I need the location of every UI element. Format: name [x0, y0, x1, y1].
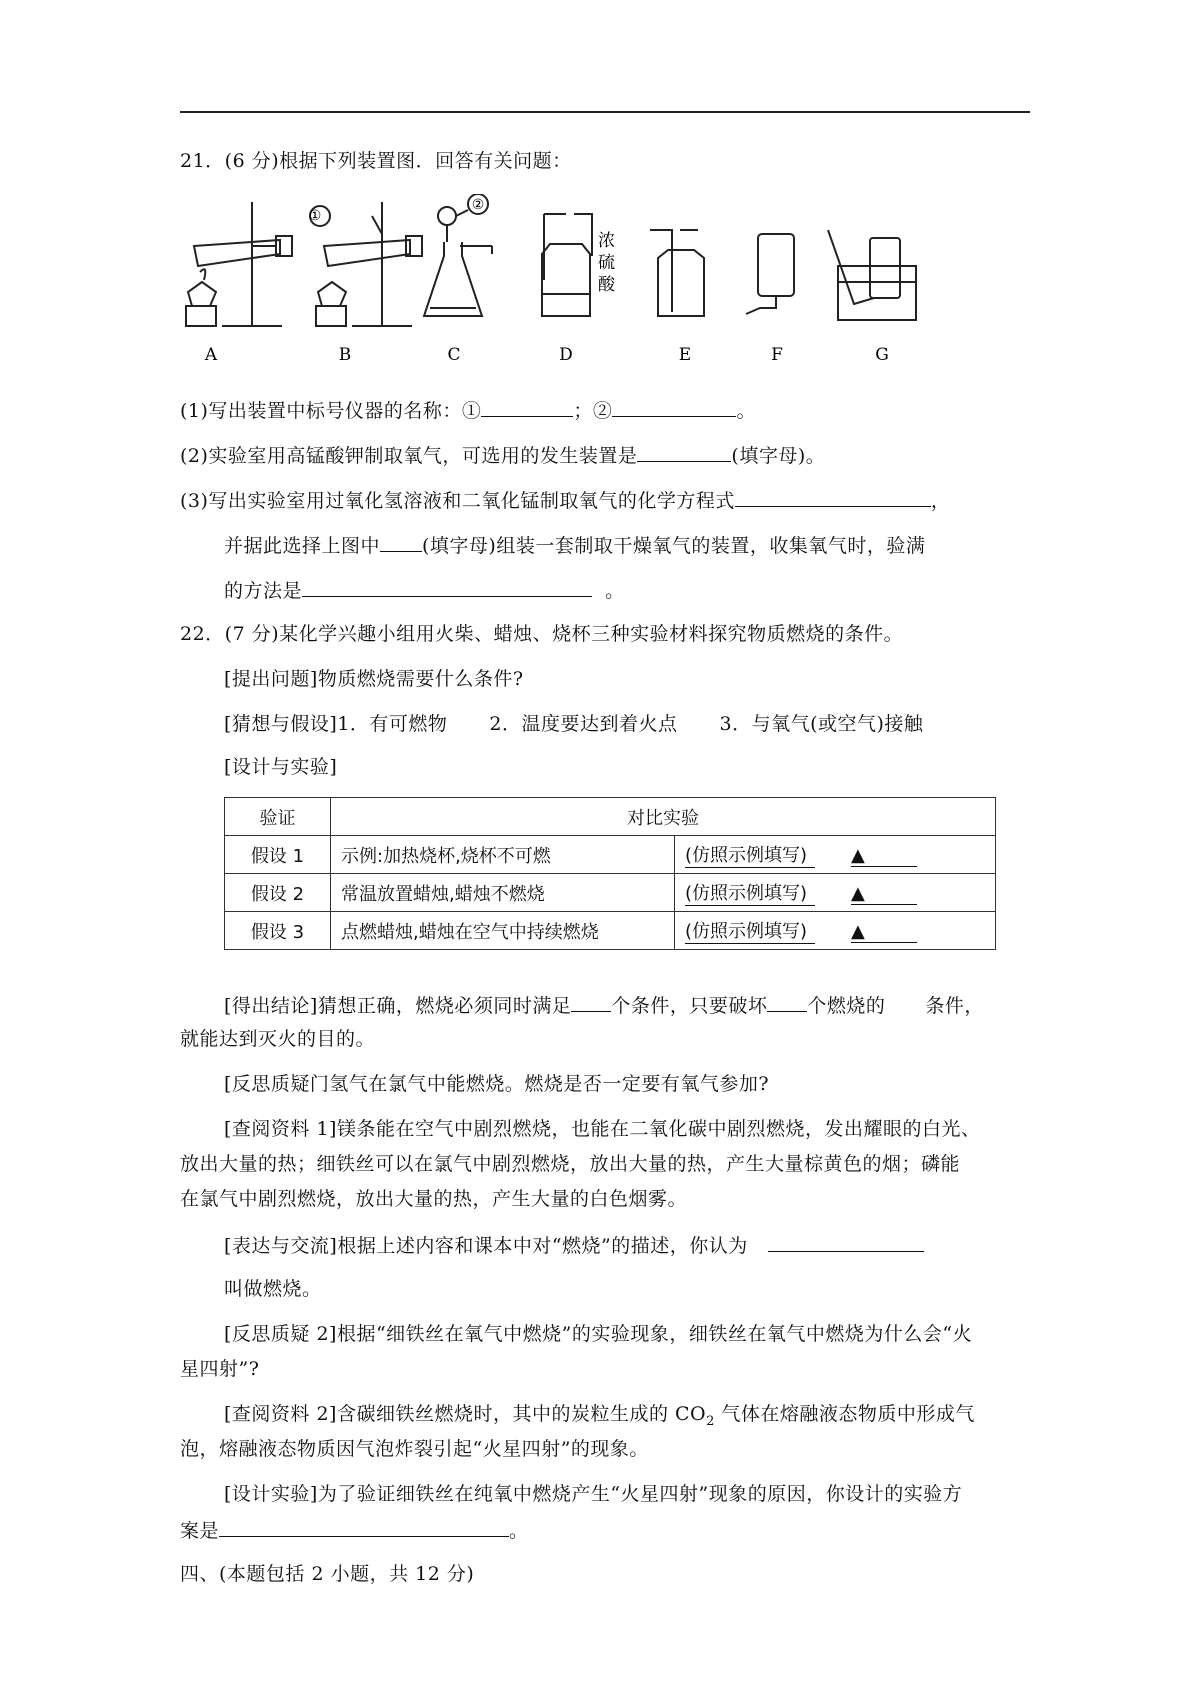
triangle-mark: ▲: [851, 883, 917, 905]
apparatus-figure: [180, 194, 1010, 374]
apparatus-e: [650, 230, 704, 316]
figure-label-d: D: [559, 345, 573, 365]
triangle-mark: ▲: [851, 845, 917, 867]
figure-label-g: G: [875, 345, 889, 365]
q22-design: [设计与实验]: [224, 756, 338, 778]
row-label: 假设 3: [225, 912, 331, 950]
q21-part2: (2)实验室用高锰酸钾制取氧气，可选用的发生装置是 (填字母)。: [180, 441, 825, 469]
experiment-table: [224, 797, 996, 950]
q21-part3-line2: 并据此选择上图中 (填字母)组装一套制取干燥氧气的装置，收集氧气时，验满: [224, 531, 925, 559]
row-label: 假设 1: [225, 836, 331, 874]
row-hint: (仿照示例填写): [685, 879, 815, 906]
answer-blank-7[interactable]: [571, 991, 611, 1012]
answer-blank-5[interactable]: [380, 531, 422, 552]
q22-express-line1: [表达与交流]根据上述内容和课本中对“燃烧”的描述，你认为: [224, 1231, 924, 1259]
q21-part1: (1)写出装置中标号仪器的名称：① ；② 。: [180, 396, 756, 424]
row-answer-cell[interactable]: [675, 874, 996, 912]
figure-label-b: B: [338, 345, 352, 365]
q22-info1-line3: 在氯气中剧烈燃烧，放出大量的热，产生大量的白色烟雾。: [180, 1188, 688, 1210]
figure-label-a: A: [204, 345, 218, 365]
row-text: 示例:加热烧杯,烧杯不可燃: [331, 836, 675, 874]
triangle-mark: ▲: [851, 921, 917, 943]
answer-blank-1[interactable]: [481, 396, 573, 417]
figure-label-c: C: [447, 345, 461, 365]
table-row: [225, 912, 996, 950]
row-answer-cell[interactable]: [675, 836, 996, 874]
q21-part3-line1: (3)写出实验室用过氧化氢溶液和二氧化锰制取氧气的化学方程式 ，: [180, 486, 950, 514]
q22-experiment-line2: 案是 。: [180, 1516, 529, 1544]
row-answer-cell[interactable]: [675, 912, 996, 950]
section-four-heading: 四、(本题包括 2 小题，共 12 分): [180, 1563, 475, 1585]
marker-1-label: ①: [308, 208, 322, 224]
table-header-verify: 验证: [225, 798, 331, 836]
answer-blank-6[interactable]: [302, 576, 592, 597]
answer-blank-8[interactable]: [767, 991, 807, 1012]
apparatus-g: [828, 230, 916, 320]
answer-blank-4[interactable]: [735, 486, 931, 507]
d-label-3: 酸: [598, 275, 615, 295]
answer-blank-9[interactable]: [768, 1231, 924, 1252]
q22-title: 22．(7 分)某化学兴趣小组用火柴、蜡烛、烧杯三种实验材料探究物质燃烧的条件。: [180, 623, 904, 645]
q22-hypotheses: [猜想与假设]1．有可燃物 2．温度要达到着火点 3．与氧气(或空气)接触: [224, 713, 924, 735]
q22-reflect1: [反思质疑门氢气在氯气中能燃烧。燃烧是否一定要有氧气参加?: [224, 1073, 770, 1095]
q22-info2-line2: 泡，熔融液态物质因气泡炸裂引起“火星四射”的现象。: [180, 1438, 649, 1460]
apparatus-d: [542, 214, 592, 316]
row-hint: (仿照示例填写): [685, 917, 815, 944]
q22-info2-line1: [查阅资料 2]含碳细铁丝燃烧时，其中的炭粒生成的 $CO_2$ 气体在熔融液态物质中形成气: [224, 1403, 975, 1429]
q21-title: 21．(6 分)根据下列装置图．回答有关问题：: [180, 150, 572, 172]
d-label-1: 浓: [598, 231, 615, 251]
top-rule: [180, 111, 1030, 113]
q22-experiment-line1: [设计实验]为了验证细铁丝在纯氧中燃烧产生“火星四射”现象的原因，你设计的实验方: [224, 1483, 963, 1505]
answer-blank-2[interactable]: [612, 396, 736, 417]
apparatus-b: [316, 202, 422, 326]
q22-reflect2-line2: 星四射”?: [180, 1358, 260, 1380]
figure-label-e: E: [678, 345, 692, 365]
row-label: 假设 2: [225, 874, 331, 912]
row-hint: (仿照示例填写): [685, 841, 815, 868]
table-row: [225, 836, 996, 874]
d-label-2: 硫: [598, 253, 615, 273]
q22-conclusion-line1: [得出结论]猜想正确，燃烧必须同时满足 个条件，只要破坏 个燃烧的 条件，: [224, 991, 984, 1019]
q21-part3-line3: 的方法是 。: [224, 576, 625, 604]
q22-express-line2: 叫做燃烧。: [224, 1278, 322, 1300]
row-text: 点燃蜡烛,蜡烛在空气中持续燃烧: [331, 912, 675, 950]
table-header-compare: 对比实验: [331, 798, 996, 836]
q22-info1-line2: 放出大量的热；细铁丝可以在氯气中剧烈燃烧，放出大量的热，产生大量棕黄色的烟；磷能: [180, 1153, 961, 1175]
q22-reflect2-line1: [反思质疑 2]根据“细铁丝在氧气中燃烧”的实验现象，细铁丝在氧气中燃烧为什么会“火: [224, 1323, 973, 1345]
table-header-row: [225, 798, 996, 836]
q22-info1-line1: [查阅资料 1]镁条能在空气中剧烈燃烧，也能在二氧化碳中剧烈燃烧，发出耀眼的白光、: [224, 1118, 981, 1140]
figure-label-f: F: [771, 345, 783, 365]
q22-question: [提出问题]物质燃烧需要什么条件?: [224, 668, 524, 690]
answer-blank-10[interactable]: [219, 1516, 509, 1537]
row-text: 常温放置蜡烛,蜡烛不燃烧: [331, 874, 675, 912]
table-row: [225, 874, 996, 912]
q22-conclusion-line2: 就能达到灭火的目的。: [180, 1028, 376, 1050]
answer-blank-3[interactable]: [637, 441, 731, 462]
apparatus-f: [746, 234, 794, 314]
apparatus-a: [186, 202, 292, 326]
marker-2-label: ②: [471, 197, 485, 213]
